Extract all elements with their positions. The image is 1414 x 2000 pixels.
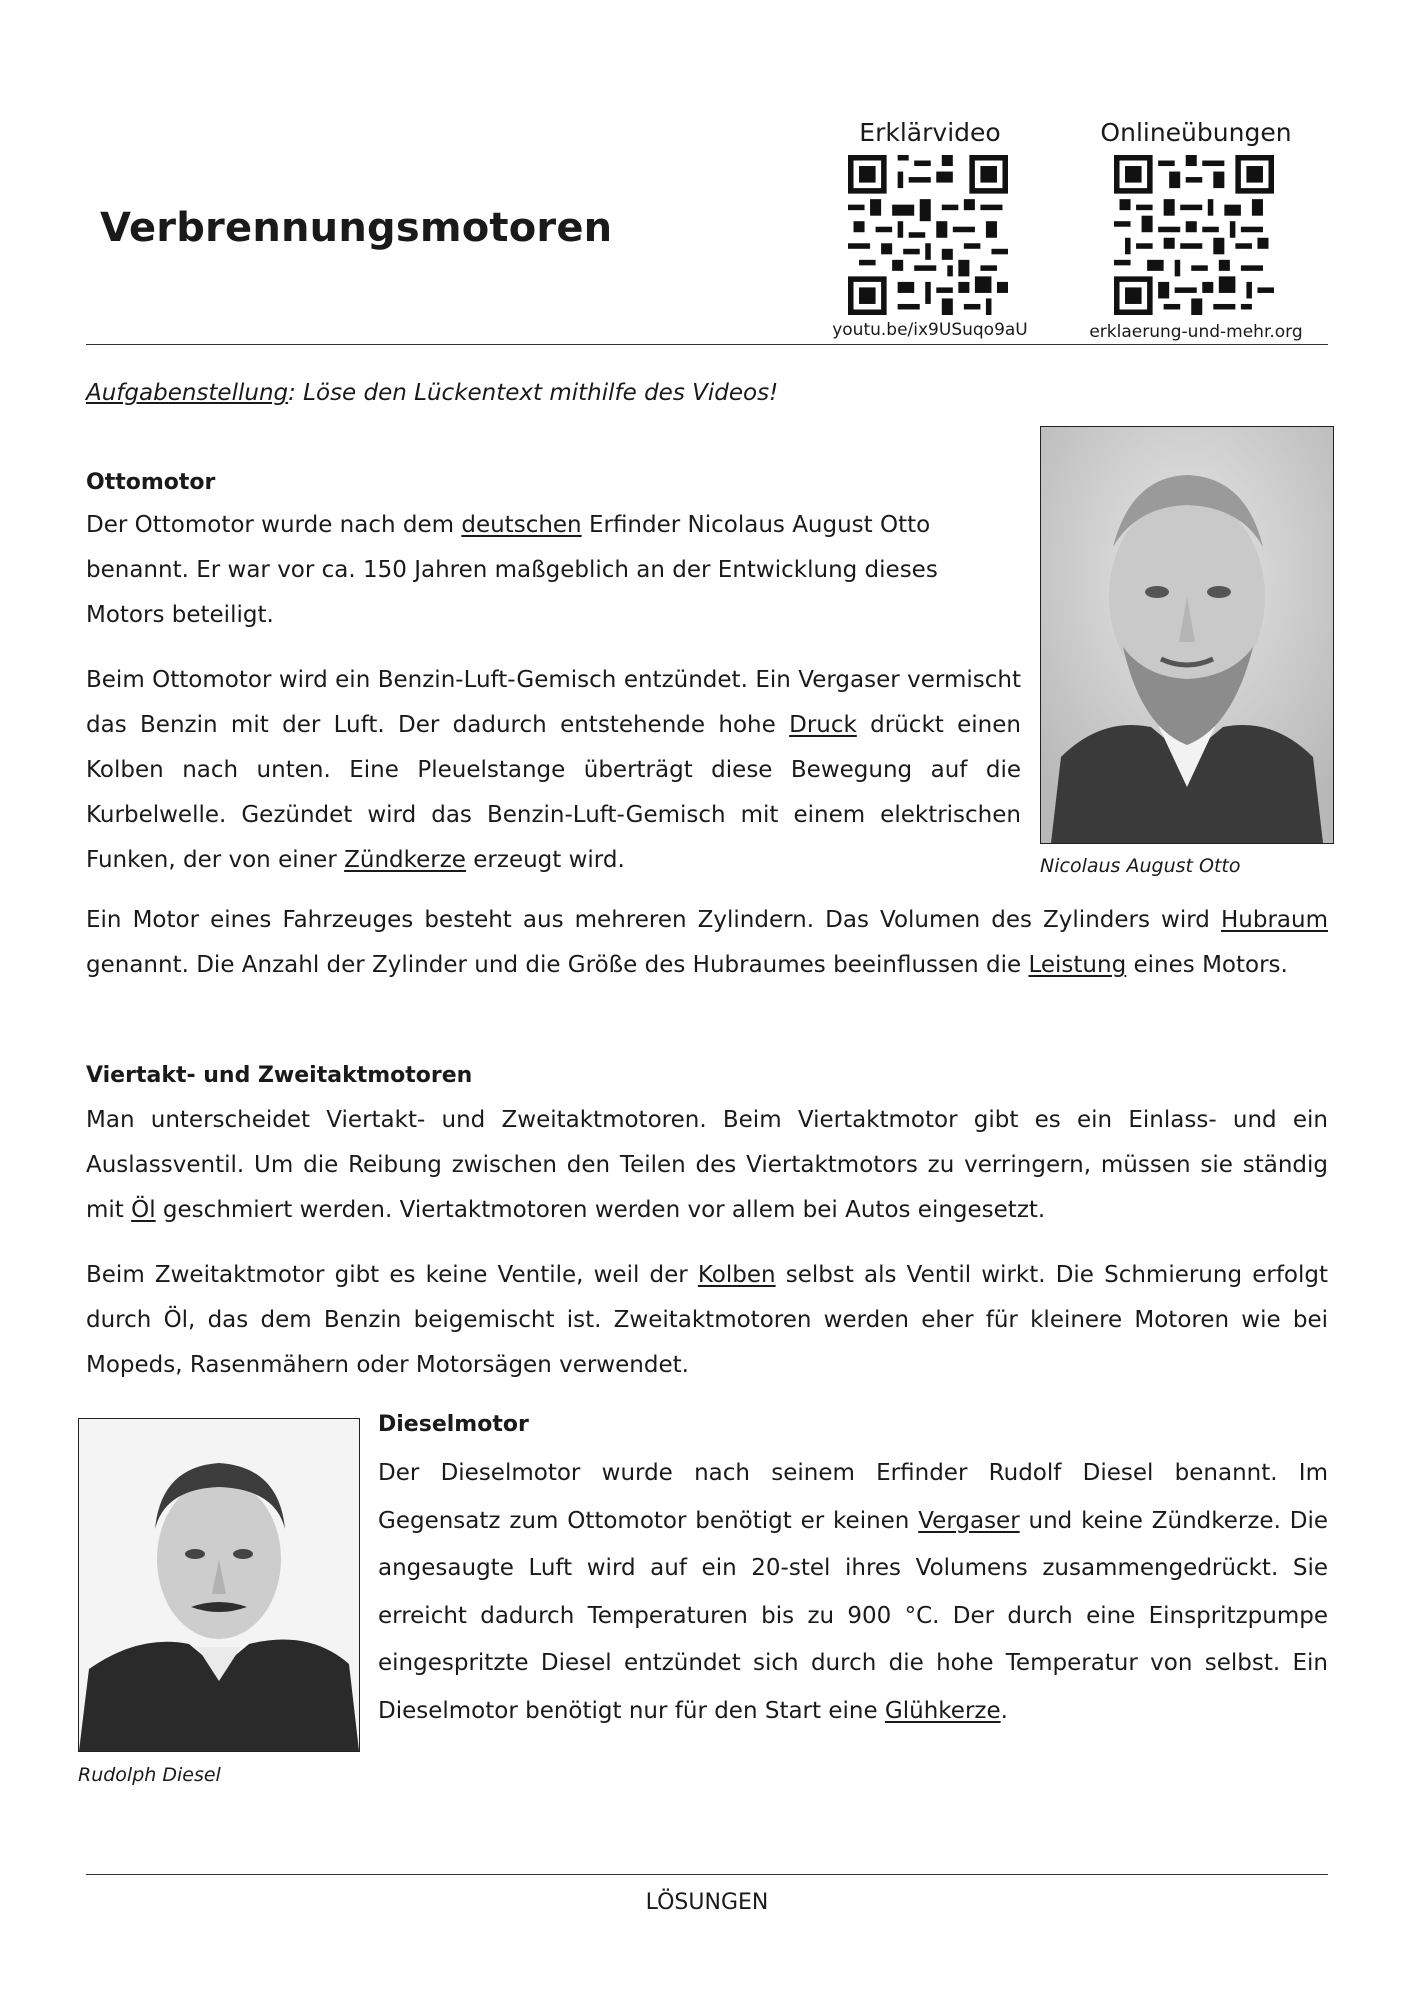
- exercise-url[interactable]: erklaerung-und-mehr.org: [1089, 322, 1303, 342]
- otto-paragraph-2: [86, 658, 1021, 883]
- otto-paragraph-3: [86, 898, 1328, 988]
- answer-vergaser: Vergaser: [918, 1507, 1020, 1534]
- takt-paragraph-1: [86, 1098, 1328, 1233]
- text-run: und keine Zündkerze. Die angesaugte Luft wird auf ein 20-stel ihres Volumens zusammengedrückt. Sie erreicht dadurch Temperaturen bis zu 900 °C. Der durch eine Einspritzpumpe eingespritzte Diesel entzündet sich durch die hohe Temperatur von selbst. Ein Dieselmotor benötigt nur für den Start eine: [378, 1507, 1328, 1724]
- text-run: .: [1000, 1697, 1008, 1724]
- text-run: drückt einen Kolben nach unten. Eine Pleuelstange überträgt diese Bewegung auf die Kurbelwelle. Gezündet wird das Benzin-Luft-Gemisch mit einem elektrischen Funken, der von einer: [86, 712, 1021, 873]
- answer-gluehkerze: Glühkerze: [884, 1697, 1001, 1724]
- footer-divider: [86, 1874, 1328, 1875]
- text-run: genannt. Die Anzahl der Zylinder und die Größe des Hubraumes beeinflussen die: [86, 952, 1029, 978]
- answer-deutschen: deutschen: [461, 512, 582, 538]
- answer-leistung: Leistung: [1028, 952, 1127, 978]
- header-divider: [86, 344, 1328, 345]
- text-run: Der Dieselmotor wurde nach seinem Erfinder Rudolf Diesel benannt. Im Gegensatz zum Ottomotor benötigt er keinen: [378, 1460, 1328, 1534]
- text-run: eines Motors.: [1126, 952, 1288, 978]
- diesel-paragraph: [378, 1450, 1328, 1735]
- text-run: Der Ottomotor wurde nach dem: [86, 512, 462, 538]
- page-title: Verbrennungsmotoren: [100, 205, 613, 251]
- otto-heading: Ottomotor: [86, 470, 216, 495]
- video-url[interactable]: youtu.be/ix9USuqo9aU: [832, 320, 1028, 340]
- task-label: Aufgabenstellung: [86, 380, 289, 406]
- task-text: : Löse den Lückentext mithilfe des Videos!: [288, 380, 779, 406]
- takt-paragraph-2: [86, 1253, 1328, 1388]
- text-run: Man unterscheidet Viertakt- und Zweitaktmotoren. Beim Viertaktmotor gibt es ein Einlass- und ein Auslassventil. Um die Reibung zwischen den Teilen des Viertaktmotors zu verringern, müssen sie ständig mit: [86, 1107, 1328, 1223]
- exercise-qr-code[interactable]: [1114, 155, 1274, 315]
- answer-druck: Druck: [789, 712, 857, 738]
- text-run: Beim Ottomotor wird ein Benzin-Luft-Gemisch entzündet. Ein Vergaser vermischt das Benzin mit der Luft. Der dadurch entstehende hohe: [86, 667, 1021, 738]
- text-run: selbst als Ventil wirkt. Die Schmierung erfolgt durch Öl, das dem Benzin beigemischt ist. Zweitaktmotoren werden eher für kleinere Motoren wie bei Mopeds, Rasenmähern oder Motorsägen verwendet.: [86, 1262, 1328, 1378]
- answer-kolben: Kolben: [697, 1262, 776, 1288]
- answer-hubraum: Hubraum: [1220, 907, 1328, 933]
- otto-portrait: [1040, 426, 1334, 844]
- diesel-caption: Rudolph Diesel: [78, 1764, 221, 1786]
- otto-paragraph-1: [86, 503, 1021, 638]
- diesel-portrait: [78, 1418, 360, 1752]
- text-run: geschmiert werden. Viertaktmotoren werden vor allem bei Autos eingesetzt.: [155, 1197, 1046, 1223]
- task-instruction: [86, 380, 778, 406]
- text-run: Erfinder Nicolaus August Otto benannt. Er war vor ca. 150 Jahren maßgeblich an der Entwicklung dieses Motors beteiligt.: [86, 512, 938, 628]
- footer-label: LÖSUNGEN: [645, 1890, 769, 1915]
- diesel-heading: Dieselmotor: [378, 1412, 529, 1437]
- text-run: Beim Zweitaktmotor gibt es keine Ventile, weil der: [86, 1262, 698, 1288]
- answer-oel: Öl: [131, 1197, 156, 1223]
- exercise-label: Onlineübungen: [1100, 118, 1292, 147]
- otto-caption: Nicolaus August Otto: [1040, 855, 1241, 877]
- video-label: Erklärvideo: [859, 118, 1001, 147]
- otto-portrait-image: [1041, 427, 1333, 843]
- answer-zuendkerze: Zündkerze: [344, 847, 466, 873]
- diesel-portrait-image: [79, 1419, 359, 1751]
- takt-heading: Viertakt- und Zweitaktmotoren: [86, 1063, 473, 1088]
- text-run: erzeugt wird.: [465, 847, 625, 873]
- video-qr-code[interactable]: [848, 155, 1008, 315]
- text-run: Ein Motor eines Fahrzeuges besteht aus mehreren Zylindern. Das Volumen des Zylinders wird: [86, 907, 1221, 933]
